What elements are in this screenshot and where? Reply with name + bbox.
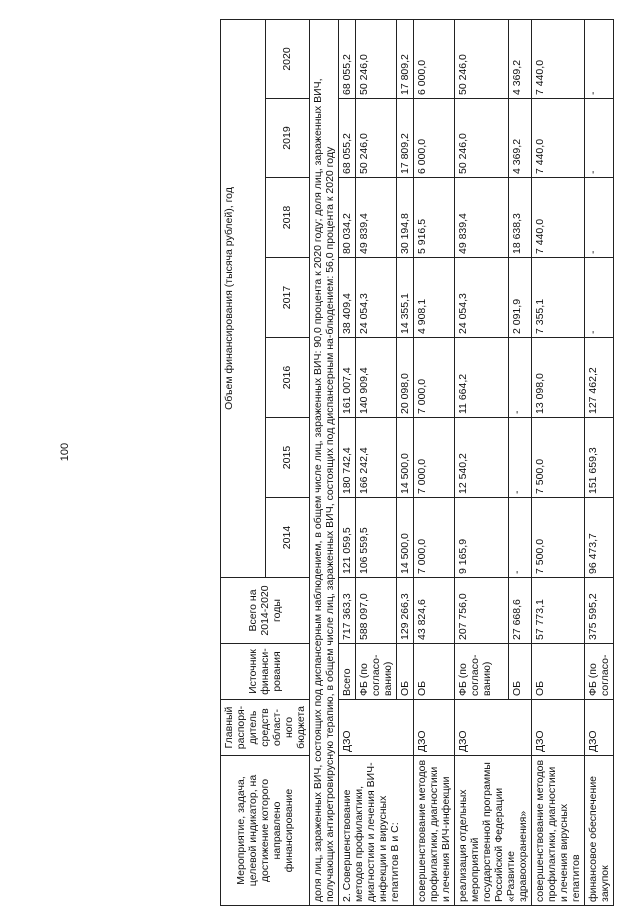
year-value-cell: 24 054,3 [455,258,509,338]
header-manager: Главный распоря-дитель средств област-ного бюджета [221,700,310,756]
year-value-cell: 12 540,2 [455,418,509,498]
table-row [339,19,356,905]
total-cell: 57 773,1 [532,578,585,644]
table-row [585,19,614,905]
financing-table [220,19,614,906]
year-value-cell: 14 500,0 [397,418,414,498]
manager-cell: ДЗО [339,700,414,756]
table-row [455,19,509,905]
year-value-cell: - [509,498,532,578]
source-cell: Всего [339,644,356,700]
event-cell: совершенствование методов профилактики, диагностики и лечения ВИЧ-инфекции [414,756,455,906]
source-cell: ФБ (по согласо-ванию) [455,644,509,700]
year-value-cell: 7 440,0 [532,99,585,178]
year-value-cell: 20 098,0 [397,338,414,418]
header-year: 2014 [265,498,310,578]
header-year: 2015 [265,418,310,498]
header-event: Мероприятие, задача, целевой индикатор, на достижение которого направлено финансирование [221,756,310,906]
event-cell: 2. Совершенствование методов профилактики, диагностики и лечения ВИЧ-инфекции и вирусных гепатитов В и С: [339,756,414,906]
header-year: 2018 [265,178,310,258]
year-value-cell: - [509,418,532,498]
year-value-cell: 96 473,7 [585,498,614,578]
year-value-cell: 9 165,9 [455,498,509,578]
year-value-cell: 13 098,0 [532,338,585,418]
total-cell: 129 266,3 [397,578,414,644]
year-value-cell: 68 055,2 [339,19,356,98]
year-value-cell: 106 559,5 [356,498,397,578]
year-value-cell: 7 000,0 [414,418,455,498]
total-cell: 588 097,0 [356,578,397,644]
header-volume-group: Объем финансирования (тысяча рублей), год [221,19,266,577]
source-cell: ОБ [509,644,532,700]
year-value-cell: 7 500,0 [532,498,585,578]
total-cell: 375 595,2 [585,578,614,644]
year-value-cell: 7 500,0 [532,418,585,498]
year-value-cell: 127 462,2 [585,338,614,418]
year-value-cell: 4 369,2 [509,99,532,178]
manager-cell: ДЗО [532,700,585,756]
year-value-cell: 49 839,4 [356,178,397,258]
manager-cell: ДЗО [414,700,455,756]
year-value-cell: 180 742,4 [339,418,356,498]
year-value-cell: 7 440,0 [532,178,585,258]
year-value-cell: 7 440,0 [532,19,585,98]
year-value-cell: 7 000,0 [414,498,455,578]
year-value-cell: 17 809,2 [397,99,414,178]
year-value-cell: 6 000,0 [414,99,455,178]
year-value-cell: 17 809,2 [397,19,414,98]
year-value-cell: 14 355,1 [397,258,414,338]
year-value-cell: 140 909,4 [356,338,397,418]
source-cell: ОБ [397,644,414,700]
header-year: 2017 [265,258,310,338]
manager-cell: ДЗО [585,700,614,756]
year-value-cell: 166 242,4 [356,418,397,498]
year-value-cell: 50 246,0 [356,99,397,178]
year-value-cell: - [585,258,614,338]
event-cell: реализация отдельных мероприятий государственной программы Российской Федерации «Развитие здравоохранения» [455,756,532,906]
event-cell: финансовое обеспечение закупок [585,756,614,906]
table-body [310,19,614,905]
year-value-cell: - [509,338,532,418]
year-value-cell: 121 059,5 [339,498,356,578]
total-cell: 717 363,3 [339,578,356,644]
table-row [414,19,455,905]
event-cell: совершенствование методов профилактики, диагностики и лечения вирусных гепатитов [532,756,585,906]
year-value-cell: - [585,99,614,178]
note-row [310,19,339,905]
year-value-cell: 161 007,4 [339,338,356,418]
year-value-cell: 24 054,3 [356,258,397,338]
year-value-cell: - [585,19,614,98]
rotated-page-content [220,20,640,906]
year-value-cell: 6 000,0 [414,19,455,98]
header-year: 2019 [265,99,310,178]
year-value-cell: 151 659,3 [585,418,614,498]
header-source: Источник финанси-рования [221,644,310,700]
page-number: 100 [59,442,71,462]
year-value-cell: 30 194,8 [397,178,414,258]
total-cell: 207 756,0 [455,578,509,644]
year-value-cell: 4 369,2 [509,19,532,98]
year-value-cell: 68 055,2 [339,99,356,178]
source-cell: ФБ (по согласо- [585,644,614,700]
source-cell: ФБ (по согласо-ванию) [356,644,397,700]
year-value-cell: 11 664,2 [455,338,509,418]
year-value-cell: 50 246,0 [356,19,397,98]
year-value-cell: 4 908,1 [414,258,455,338]
year-value-cell: 7 355,1 [532,258,585,338]
source-cell: ОБ [414,644,455,700]
total-cell: 43 824,6 [414,578,455,644]
year-value-cell: 50 246,0 [455,19,509,98]
source-cell: ОБ [532,644,585,700]
year-value-cell: 7 000,0 [414,338,455,418]
header-year: 2020 [265,19,310,98]
year-value-cell: 49 839,4 [455,178,509,258]
year-value-cell: 80 034,2 [339,178,356,258]
table-row [532,19,585,905]
total-cell: 27 668,6 [509,578,532,644]
note-text: доля лиц, зараженных ВИЧ, состоящих под диспансерным наблюдением, в общем числе лиц, зараженных ВИЧ: 90,0 процента к 2020 году; доля лиц, зараженных ВИЧ, получающих антиретровирусную терапию, в общем числе лиц, зараженных ВИЧ, состоящих под диспансерным на-блюдением: 56,0 процента к 2020 году [310,19,339,905]
year-value-cell: 5 916,5 [414,178,455,258]
header-year: 2016 [265,338,310,418]
header-row-1 [221,19,266,905]
year-value-cell: 50 246,0 [455,99,509,178]
year-value-cell: 18 638,3 [509,178,532,258]
year-value-cell: 2 091,9 [509,258,532,338]
year-value-cell: - [585,178,614,258]
header-total: Всего на 2014-2020 годы [221,578,310,644]
year-value-cell: 14 500,0 [397,498,414,578]
year-value-cell: 38 409,4 [339,258,356,338]
manager-cell: ДЗО [455,700,532,756]
